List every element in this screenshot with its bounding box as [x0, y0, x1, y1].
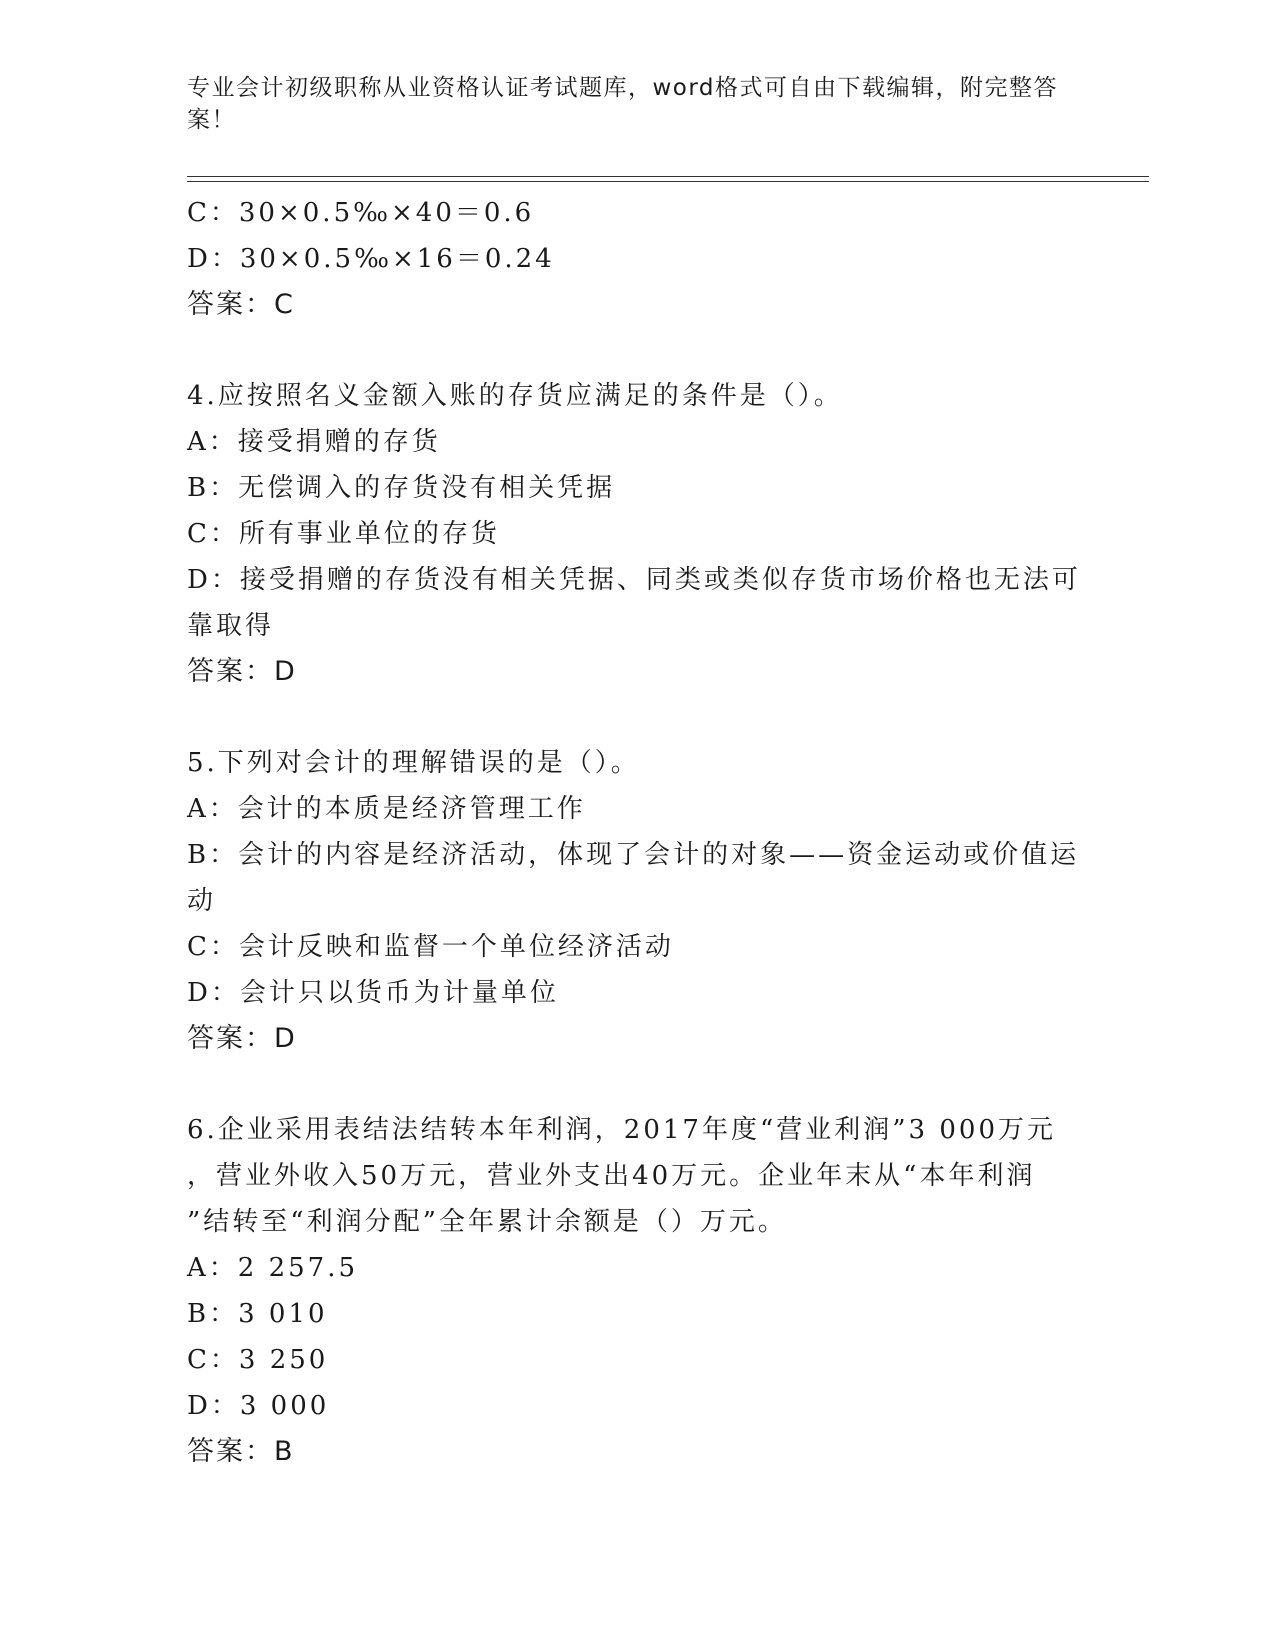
option-d: D：接受捐赠的存货没有相关凭据、同类或类似存货市场价格也无法可: [187, 565, 1081, 595]
answer: 答案：B: [187, 1436, 295, 1467]
option-c: C：3 250: [187, 1345, 329, 1375]
previous-question-tail: [187, 190, 1087, 328]
question-content: [187, 190, 1087, 1475]
question-stem: 6.企业采用表结法结转本年利润，2017年度“营业利润”3 000万元: [187, 1115, 1056, 1145]
option-a: A：接受捐赠的存货: [187, 427, 441, 457]
option-b: B：3 010: [187, 1299, 328, 1329]
option-d: D：3 000: [187, 1391, 330, 1421]
header-divider-bottom: [187, 181, 1149, 182]
option-d: D：会计只以货币为计量单位: [187, 978, 559, 1008]
header-line-1: 专业会计初级职称从业资格认证考试题库，word格式可自由下载编辑，附完整答: [187, 75, 1059, 101]
answer: 答案：C: [187, 289, 295, 320]
option-b-continued: 动: [187, 886, 217, 916]
question-stem-continued: ”结转至“利润分配”全年累计余额是（）万元。: [187, 1207, 787, 1237]
question-4: [187, 373, 1087, 695]
option-c: C：30×0.5‰×40＝0.6: [187, 198, 535, 228]
question-stem: 5.下列对会计的理解错误的是（）。: [187, 748, 640, 778]
header-line-2: 案！: [187, 107, 236, 133]
option-b: B：无偿调入的存货没有相关凭据: [187, 473, 616, 503]
question-stem: 4.应按照名义金额入账的存货应满足的条件是（）。: [187, 381, 843, 411]
question-5: [187, 740, 1087, 1062]
answer: 答案：D: [187, 656, 297, 687]
option-c: C：会计反映和监督一个单位经济活动: [187, 932, 674, 962]
header-divider-top: [187, 176, 1149, 177]
answer: 答案：D: [187, 1023, 297, 1054]
question-6: [187, 1107, 1087, 1475]
option-b: B：会计的内容是经济活动，体现了会计的对象——资金运动或价值运: [187, 840, 1080, 870]
option-a: A：会计的本质是经济管理工作: [187, 794, 586, 824]
option-a: A：2 257.5: [187, 1253, 359, 1283]
option-d: D：30×0.5‰×16＝0.24: [187, 244, 555, 274]
page-header: [187, 72, 1067, 136]
option-c: C：所有事业单位的存货: [187, 519, 500, 549]
option-d-continued: 靠取得: [187, 611, 275, 641]
question-stem-continued: ，营业外收入50万元，营业外支出40万元。企业年末从“本年利润: [187, 1161, 1036, 1191]
